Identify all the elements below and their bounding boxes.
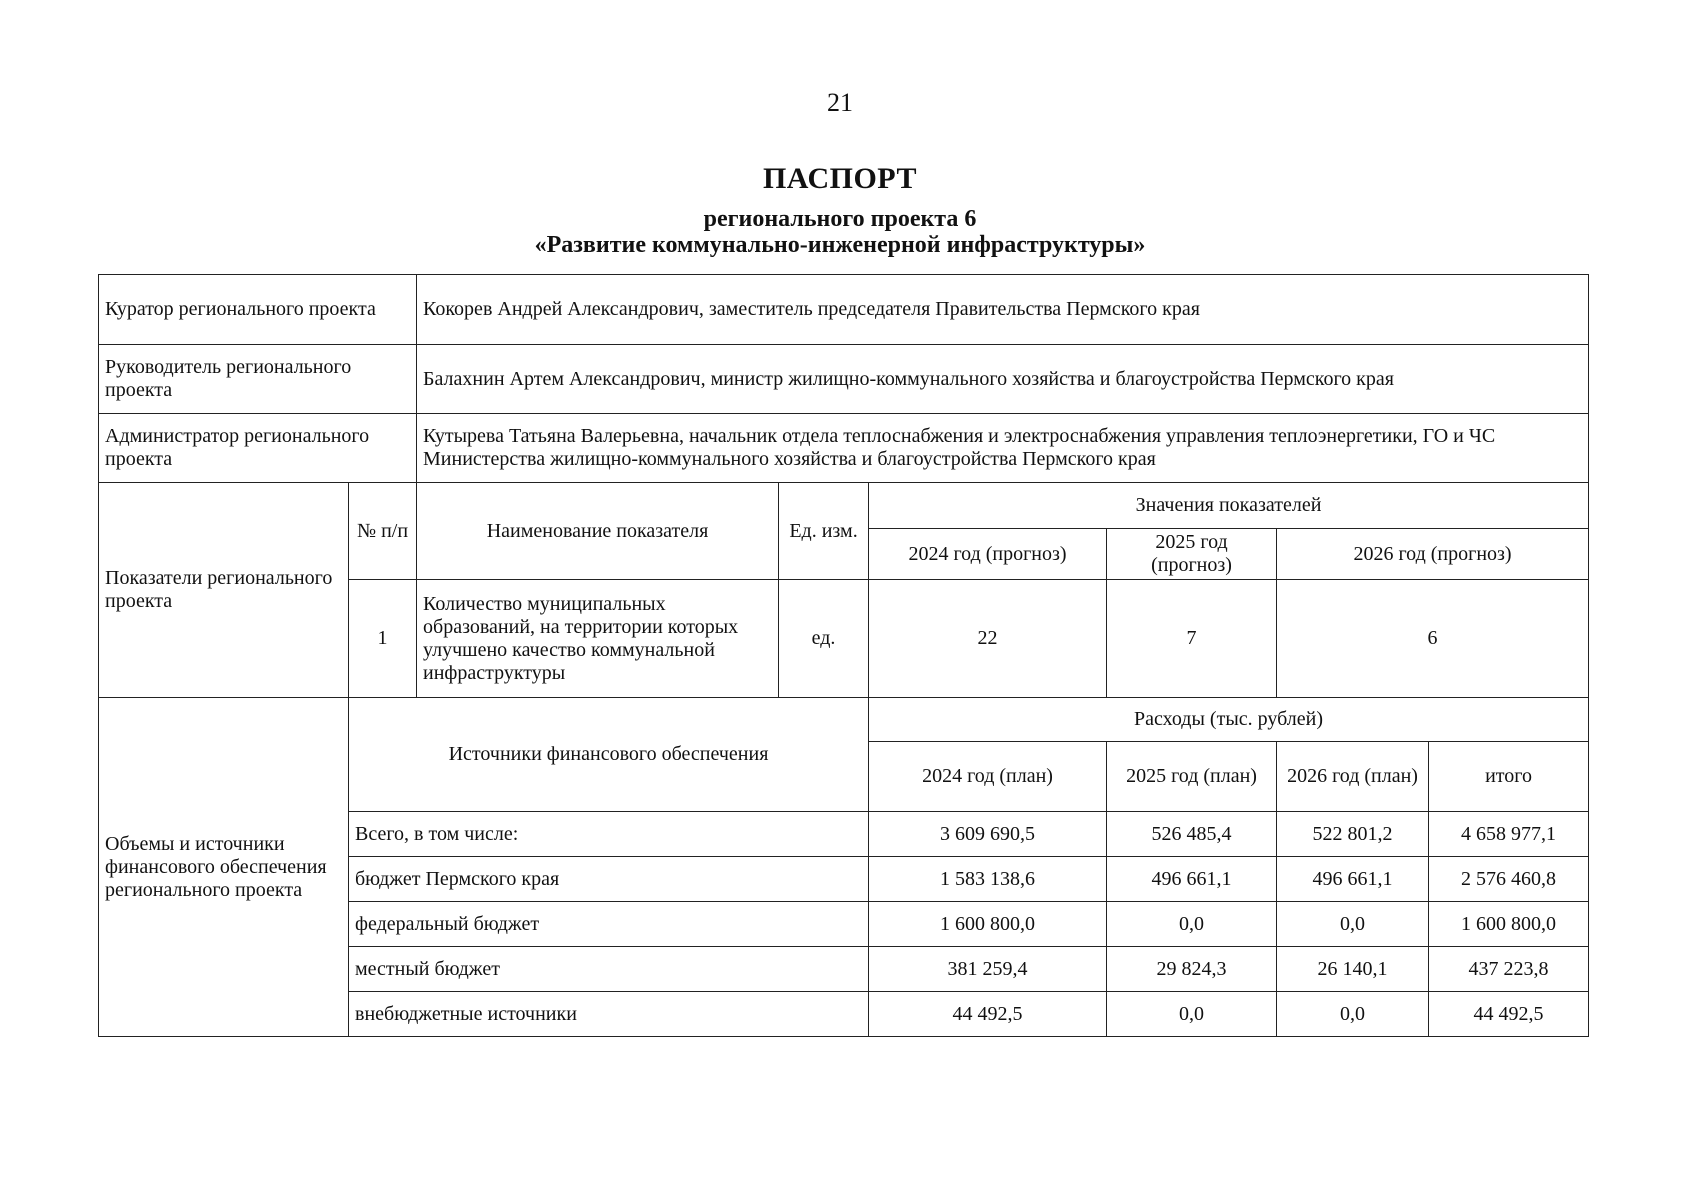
indicator-value-2025: 7	[1107, 580, 1277, 698]
finance-header-row-1	[99, 698, 1589, 742]
finance-value-2026: 496 661,1	[1277, 857, 1429, 902]
document-title: ПАСПОРТ	[762, 162, 918, 195]
finance-label: Объемы и источники финансового обеспечения регионального проекта	[99, 698, 349, 1037]
passport-table	[98, 274, 1589, 1037]
head-label: Руководитель регионального проекта	[99, 345, 417, 414]
indicators-col-name: Наименование показателя	[417, 483, 779, 580]
document-subtitle	[0, 206, 1680, 258]
finance-value-2025: 0,0	[1107, 992, 1277, 1037]
subtitle-line-2: «Развитие коммунально-инженерной инфраструктуры»	[534, 232, 1146, 258]
indicator-name: Количество муниципальных образований, на территории которых улучшено качество коммунальной инфраструктуры	[417, 580, 779, 698]
finance-value-2024: 44 492,5	[869, 992, 1107, 1037]
administrator-label: Администратор регионального проекта	[99, 414, 417, 483]
indicators-col-values: Значения показателей	[869, 483, 1589, 529]
curator-label: Куратор регионального проекта	[99, 275, 417, 345]
finance-year-2026: 2026 год (план)	[1277, 742, 1429, 812]
subtitle-line-1: регионального проекта 6	[703, 206, 977, 232]
finance-value-2025: 0,0	[1107, 902, 1277, 947]
finance-year-2025: 2025 год (план)	[1107, 742, 1277, 812]
indicators-header-row-1	[99, 483, 1589, 529]
finance-value-2024: 381 259,4	[869, 947, 1107, 992]
finance-year-2024: 2024 год (план)	[869, 742, 1107, 812]
finance-value-2024: 1 600 800,0	[869, 902, 1107, 947]
finance-value-2026: 0,0	[1277, 992, 1429, 1037]
indicators-col-unit: Ед. изм.	[779, 483, 869, 580]
indicators-col-num: № п/п	[349, 483, 417, 580]
finance-value-2025: 496 661,1	[1107, 857, 1277, 902]
finance-value-total: 437 223,8	[1429, 947, 1589, 992]
curator-row	[99, 275, 1589, 345]
finance-value-total: 44 492,5	[1429, 992, 1589, 1037]
page-number: 21	[827, 88, 853, 117]
indicators-year-2026: 2026 год (прогноз)	[1277, 529, 1589, 580]
head-value: Балахнин Артем Александрович, министр жилищно-коммунального хозяйства и благоустройства Пермского края	[417, 345, 1589, 414]
indicator-value-2024: 22	[869, 580, 1107, 698]
indicators-label: Показатели регионального проекта	[99, 483, 349, 698]
finance-source: федеральный бюджет	[349, 902, 869, 947]
finance-col-expenses: Расходы (тыс. рублей)	[869, 698, 1589, 742]
finance-total: итого	[1429, 742, 1589, 812]
finance-value-total: 4 658 977,1	[1429, 812, 1589, 857]
finance-value-2025: 526 485,4	[1107, 812, 1277, 857]
finance-value-total: 1 600 800,0	[1429, 902, 1589, 947]
finance-source: местный бюджет	[349, 947, 869, 992]
finance-source: внебюджетные источники	[349, 992, 869, 1037]
indicator-num: 1	[349, 580, 417, 698]
administrator-value: Кутырева Татьяна Валерьевна, начальник отдела теплоснабжения и электроснабжения управления теплоэнергетики, ГО и ЧС Министерства жилищно-коммунального хозяйства и благоустройства Пермского края	[417, 414, 1589, 483]
indicators-year-2024: 2024 год (прогноз)	[869, 529, 1107, 580]
finance-source: Всего, в том числе:	[349, 812, 869, 857]
finance-value-2024: 1 583 138,6	[869, 857, 1107, 902]
indicator-value-2026: 6	[1277, 580, 1589, 698]
finance-value-2024: 3 609 690,5	[869, 812, 1107, 857]
indicators-year-2025: 2025 год (прогноз)	[1107, 529, 1277, 580]
finance-value-total: 2 576 460,8	[1429, 857, 1589, 902]
finance-value-2026: 0,0	[1277, 902, 1429, 947]
finance-value-2026: 522 801,2	[1277, 812, 1429, 857]
curator-value: Кокорев Андрей Александрович, заместитель председателя Правительства Пермского края	[417, 275, 1589, 345]
finance-value-2025: 29 824,3	[1107, 947, 1277, 992]
finance-value-2026: 26 140,1	[1277, 947, 1429, 992]
head-row	[99, 345, 1589, 414]
indicator-unit: ед.	[779, 580, 869, 698]
administrator-row	[99, 414, 1589, 483]
finance-col-sources: Источники финансового обеспечения	[349, 698, 869, 812]
finance-source: бюджет Пермского края	[349, 857, 869, 902]
